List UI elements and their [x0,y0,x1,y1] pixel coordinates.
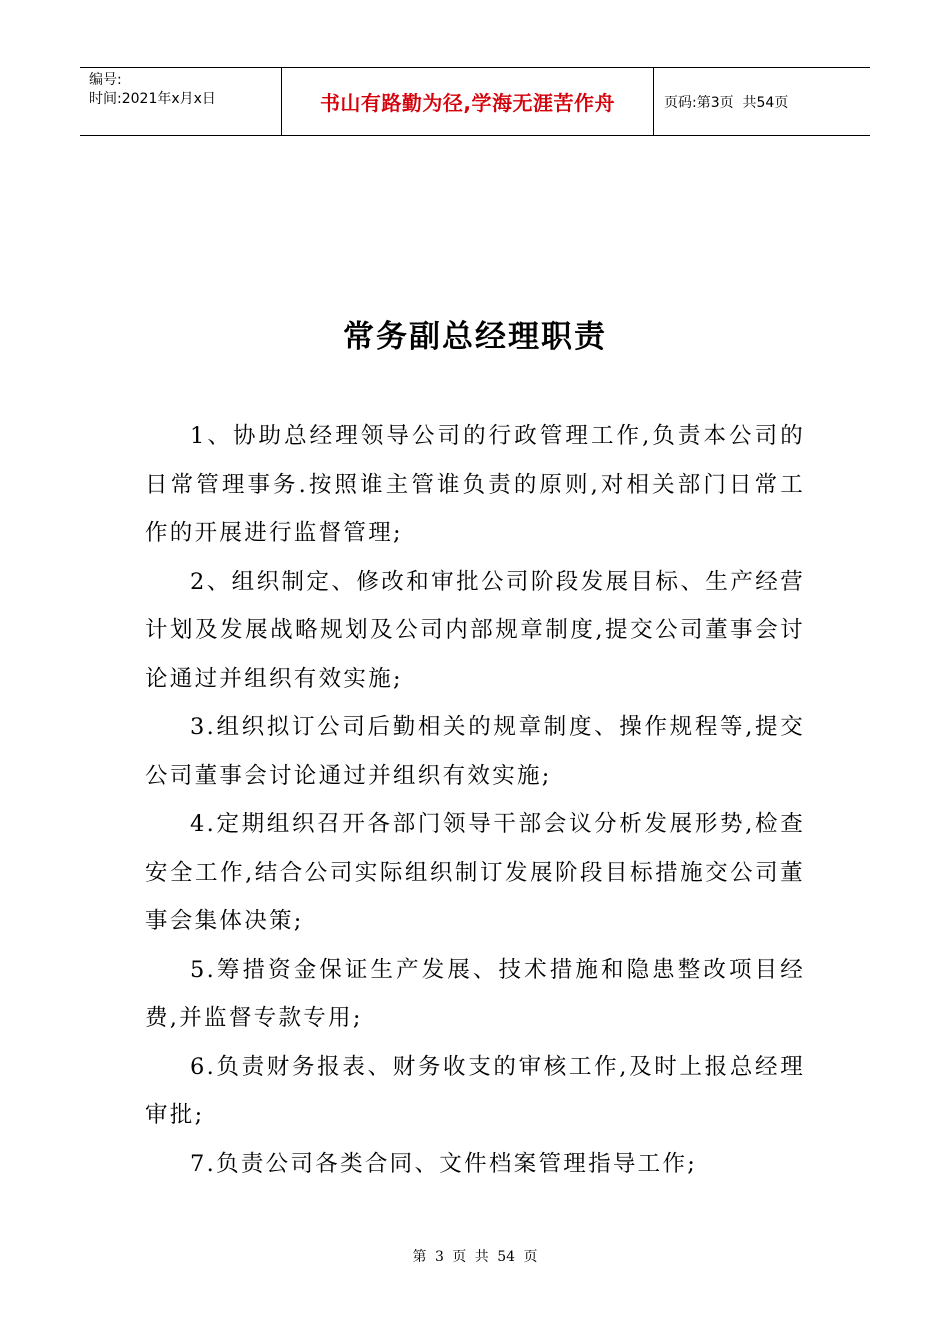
document-title: 常务副总经理职责 [343,319,607,355]
paragraph-5: 5.筹措资金保证生产发展、技术措施和隐患整改项目经费,并监督专款专用; [145,956,805,1031]
header-meta-cell [80,68,282,135]
paragraph-2: 2、组织制定、修改和审批公司阶段发展目标、生产经营计划及发展战略规划及公司内部规章制度,提交公司董事会讨论通过并组织有效实施; [145,568,805,692]
header-motto-cell [282,68,654,135]
paragraph-3: 3.组织拟订公司后勤相关的规章制度、操作规程等,提交公司董事会讨论通过并组织有效实施; [145,714,805,789]
motto-text: 书山有路勤为径,学海无涯苦作舟 [319,91,616,115]
page-footer: 第 3 页 共 54 页 [412,1249,538,1265]
paragraph-1: 1、协助总经理领导公司的行政管理工作,负责本公司的日常管理事务.按照谁主管谁负责的原则,对相关部门日常工作的开展进行监督管理; [145,423,805,546]
serial-label: 编号: [89,72,122,88]
paragraph-4: 4.定期组织召开各部门领导干部会议分析发展形势,检查安全工作,结合公司实际组织制订发展阶段目标措施交公司董事会集体决策; [145,811,805,934]
page-label: 页码:第3页 共54页 [664,94,789,111]
paragraph-7: 7.负责公司各类合同、文件档案管理指导工作; [190,1150,698,1177]
document-body [145,412,805,1188]
paragraph-6: 6.负责财务报表、财务收支的审核工作,及时上报总经理审批; [145,1053,805,1128]
header-table [80,67,870,136]
time-label: 时间:2021年x月x日 [89,91,216,107]
header-page-cell [654,68,870,135]
